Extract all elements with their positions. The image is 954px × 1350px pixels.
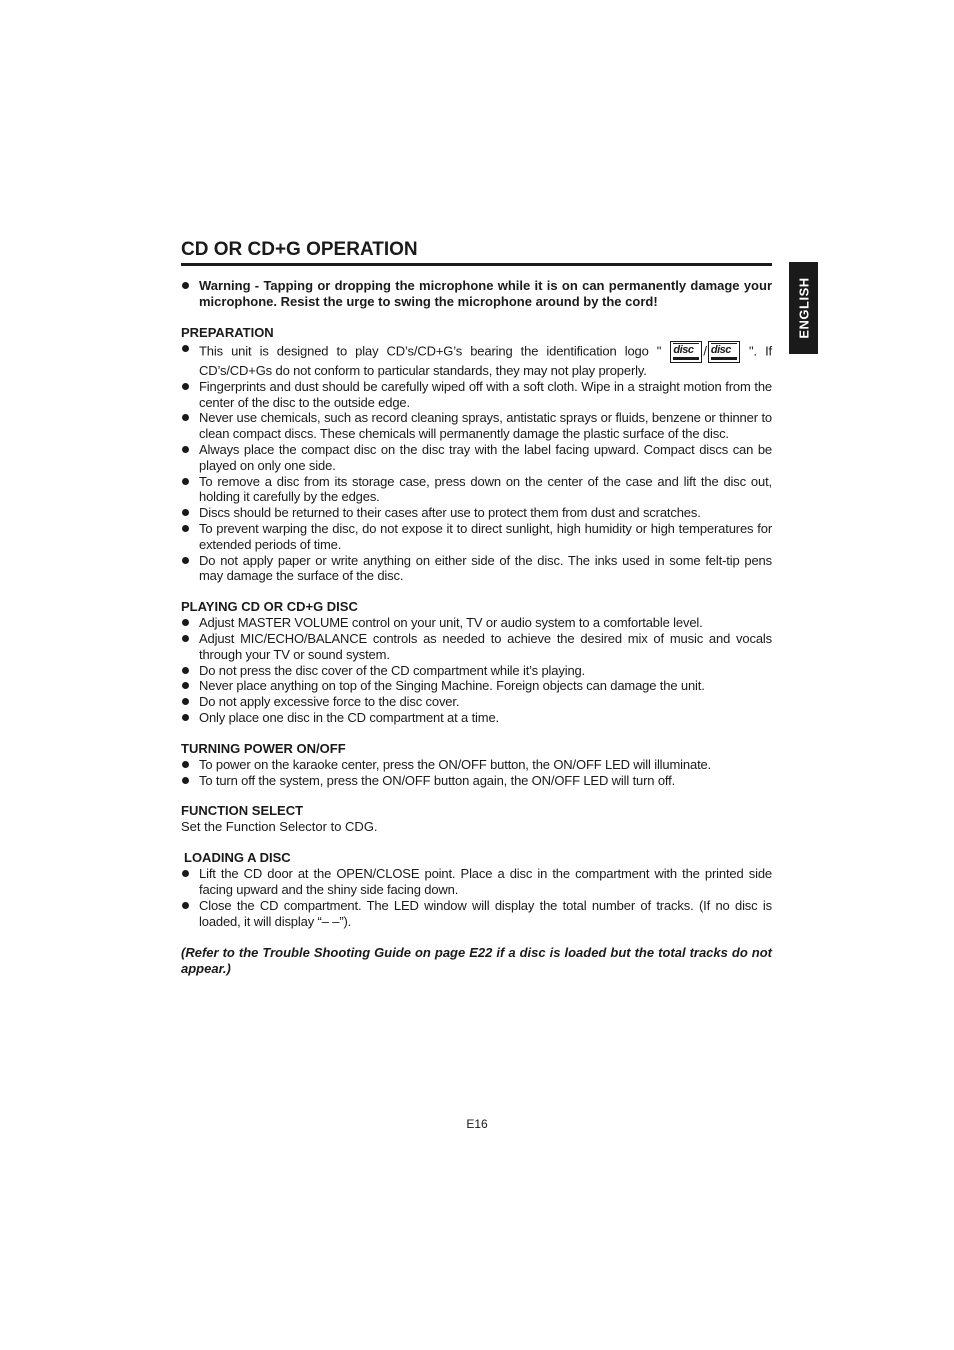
list-item-text: Lift the CD door at the OPEN/CLOSE point. Place a disc in the compartment with the printed side facing upward and the shiny side facing down.: [199, 866, 772, 898]
list-item-text: Do not apply excessive force to the disc cover.: [199, 694, 460, 710]
bullet-icon: [182, 870, 189, 877]
logo-separator: /: [703, 343, 707, 359]
page-title: CD OR CD+G OPERATION: [181, 239, 418, 260]
list-item: [181, 663, 772, 679]
list-item: [181, 442, 772, 474]
list-item-text: Fingerprints and dust should be carefully wiped off with a soft cloth. Wipe in a straight motion from the center of the disc to the outside edge.: [199, 378, 772, 410]
section-title-function-select: FUNCTION SELECT: [181, 803, 304, 819]
list-item: [181, 379, 772, 411]
section-preparation: [181, 325, 772, 584]
list-item: [181, 898, 772, 930]
cdg-logo-icon: [708, 341, 740, 363]
section-loading: [181, 850, 772, 929]
list-item: [181, 866, 772, 898]
language-tab: [789, 262, 818, 354]
bullet-icon: [182, 714, 189, 721]
cd-logo-text: disc: [673, 344, 694, 356]
list-item-text: Only place one disc in the CD compartment at a time.: [199, 709, 500, 725]
bullet-icon: [182, 682, 189, 689]
list-item: [181, 410, 772, 442]
list-item-text: Do not apply paper or write anything on either side of the disc. The inks used in some felt-tip pens may damage the surface of the disc.: [199, 552, 772, 584]
list-item-text: To power on the karaoke center, press the ON/OFF button, the ON/OFF LED will illuminate.: [199, 756, 712, 772]
bullet-icon: [182, 667, 189, 674]
preparation-list: [181, 341, 772, 584]
bullet-icon: [182, 525, 189, 532]
bullet-icon: [182, 777, 189, 784]
list-item: [181, 505, 772, 521]
language-tab-label: ENGLISH: [796, 277, 811, 339]
list-item-text: Never use chemicals, such as record cleaning sprays, antistatic sprays or fluids, benzene or thinner to clean compact discs. These chemicals will permanently damage the plastic surface of the disc.: [199, 410, 772, 442]
section-function-select: [181, 803, 772, 835]
list-item-text: To prevent warping the disc, do not expose it to direct sunlight, high humidity or high temperatures for extended periods of time.: [199, 520, 772, 552]
section-title-preparation: PREPARATION: [181, 325, 274, 340]
list-item-text: Discs should be returned to their cases after use to protect them from dust and scratches.: [199, 505, 701, 521]
list-item: [181, 710, 772, 726]
section-playing: [181, 599, 772, 726]
list-item-text: Always place the compact disc on the disc tray with the label facing upward. Compact discs can be played on only one side.: [199, 441, 772, 473]
section-title-power: TURNING POWER ON/OFF: [181, 740, 346, 756]
list-item: [181, 615, 772, 631]
logo-sentence-end: ". If CD’s/CD+Gs do not conform to particular standards, they may not play properly.: [199, 343, 773, 378]
bullet-icon: [182, 761, 189, 768]
bullet-icon: [182, 509, 189, 516]
bullet-icon: [182, 619, 189, 626]
bullet-icon: [182, 557, 189, 564]
list-item-text: Adjust MASTER VOLUME control on your unit, TV or audio system to a comfortable level.: [199, 615, 703, 631]
function-select-text: Set the Function Selector to CDG.: [181, 819, 378, 835]
list-item-text: Adjust MIC/ECHO/BALANCE controls as needed to achieve the desired mix of music and vocals through your TV or sound system.: [199, 630, 772, 662]
warning-paragraph: [181, 278, 772, 310]
list-item: [181, 757, 772, 773]
bullet-icon: [182, 635, 189, 642]
bullet-icon: [182, 446, 189, 453]
bullet-icon: [182, 414, 189, 421]
list-item: [181, 521, 772, 553]
troubleshooting-note: (Refer to the Trouble Shooting Guide on page E22 if a disc is loaded but the total tracks do not appear.): [181, 944, 772, 976]
list-item: [181, 474, 772, 506]
list-item: [181, 773, 772, 789]
bullet-icon: [182, 345, 189, 352]
list-item: [181, 553, 772, 585]
playing-list: [181, 615, 772, 726]
bullet-icon: [182, 282, 189, 289]
section-title-playing: PLAYING CD OR CD+G DISC: [181, 599, 358, 615]
logo-sentence-start: This unit is designed to play CD’s/CD+G’s bearing the identification logo ": [199, 343, 662, 359]
bullet-icon: [182, 902, 189, 909]
logo-bottom-bar: [673, 357, 699, 360]
list-item: [181, 341, 772, 379]
list-item-text: Close the CD compartment. The LED window will display the total number of tracks. (If no disc is loaded, it will display “– –”).: [199, 897, 772, 929]
bullet-icon: [182, 478, 189, 485]
list-item-text: Never place anything on top of the Singing Machine. Foreign objects can damage the unit.: [199, 678, 705, 694]
page-content: [181, 238, 772, 977]
list-item-text: To turn off the system, press the ON/OFF button again, the ON/OFF LED will turn off.: [199, 772, 676, 788]
section-power: [181, 741, 772, 789]
cd-logo-icon: [670, 341, 702, 363]
loading-list: [181, 866, 772, 929]
warning-text: Warning - Tapping or dropping the microphone while it is on can permanently damage your microphone. Resist the urge to swing the microphone around by the cord!: [199, 278, 772, 309]
list-item: [181, 678, 772, 694]
page-number: E16: [466, 1117, 488, 1131]
cdg-logo-text: disc: [710, 344, 731, 356]
bullet-icon: [182, 383, 189, 390]
list-item-text: To remove a disc from its storage case, press down on the center of the case and lift the disc out, holding it carefully by the edges.: [199, 473, 772, 505]
list-item: [181, 631, 772, 663]
power-list: [181, 757, 772, 789]
section-title-loading: LOADING A DISC: [184, 850, 291, 866]
logo-bottom-bar: [711, 357, 737, 360]
bullet-icon: [182, 698, 189, 705]
list-item-text: Do not press the disc cover of the CD compartment while it’s playing.: [199, 662, 586, 678]
title-rule: [181, 263, 772, 266]
list-item: [181, 694, 772, 710]
